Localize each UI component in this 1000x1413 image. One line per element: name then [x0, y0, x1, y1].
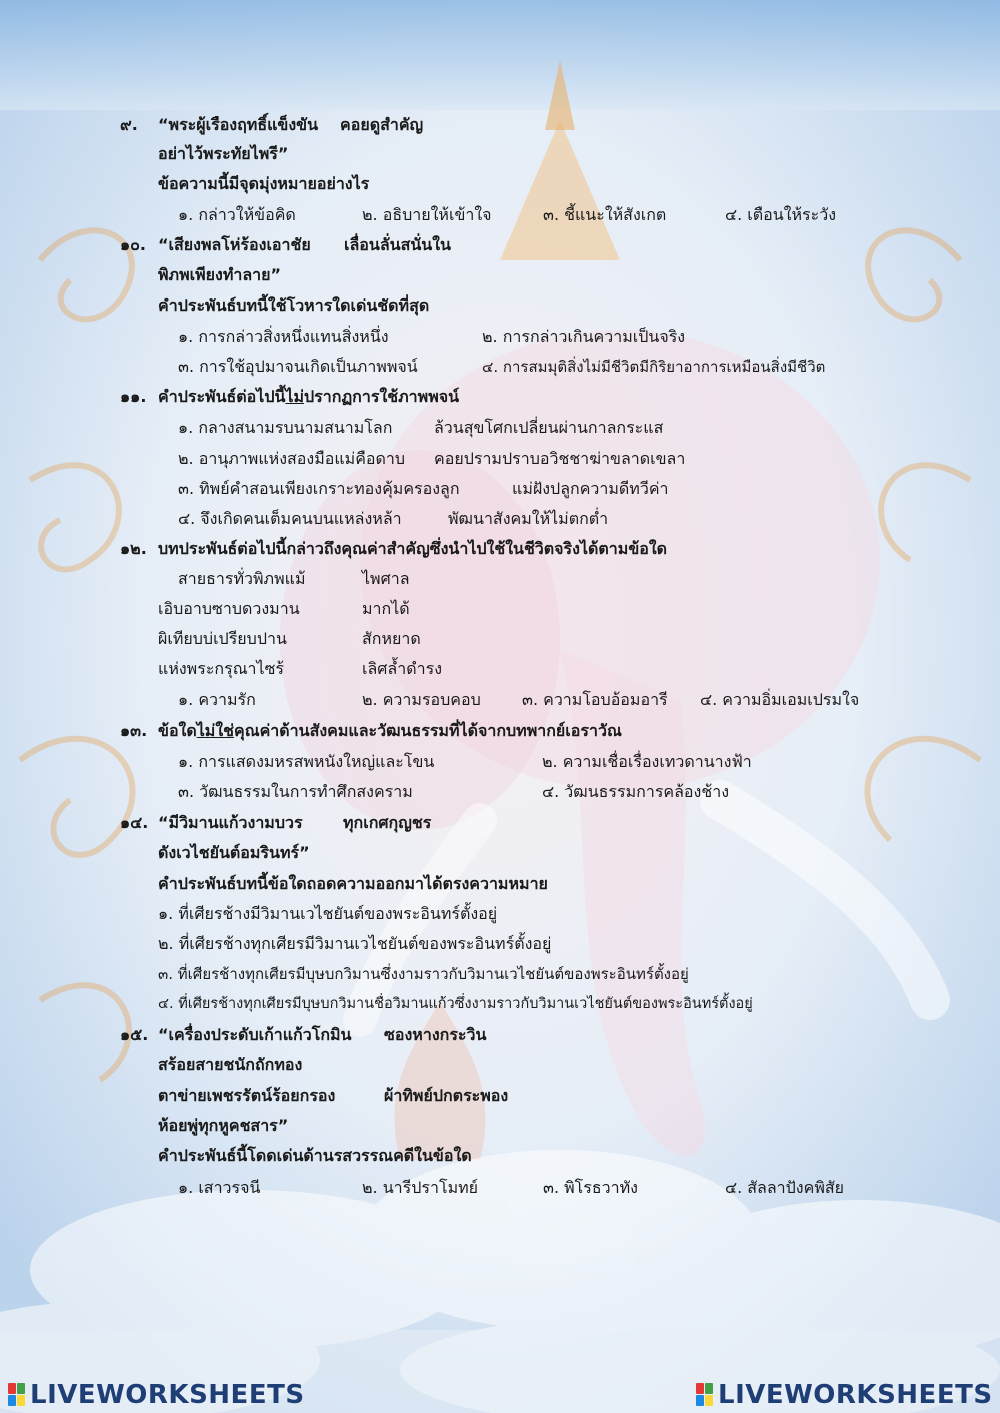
q10-option-4[interactable]: ๔. การสมมุติสิ่งไม่มีชีวิตมีกิริยาอาการเหมือนสิ่งมีชีวิต [482, 358, 826, 376]
footer-brand-left[interactable] [8, 1380, 305, 1410]
q10-option-3[interactable]: ๓. การใช้อุปมาจนเกิดเป็นภาพพจน์ [178, 357, 418, 376]
q15-option-3[interactable]: ๓. พิโรธวาทัง [543, 1178, 638, 1197]
q14-option-3[interactable]: ๓. ที่เศียรช้างทุกเศียรมีบุษบกวิมานซึ่งงามราวกับวิมานเวไชยันต์ของพระอินทร์ตั้งอยู่ [158, 965, 689, 983]
q10-number: ๑๐. [120, 235, 146, 254]
q9-verse-line1b: คอยดูสำคัญ [340, 115, 424, 134]
q11-option-1b: ล้วนสุขโศกเปลี่ยนผ่านกาลกระแส [434, 418, 664, 437]
q13-prompt [158, 720, 622, 742]
q9-option-2[interactable]: ๒. อธิบายให้เข้าใจ [362, 205, 492, 224]
q11-number: ๑๑. [120, 387, 147, 406]
q11-option-1a[interactable]: ๑. กลางสนามรบนามสนามโลก [178, 418, 393, 437]
q10-option-2[interactable]: ๒. การกล่าวเกินความเป็นจริง [482, 327, 686, 346]
q12-verse-4b: เลิศล้ำดำรง [362, 659, 442, 678]
q11-option-3b: แม่ฝังปลูกความดีทวีค่า [512, 479, 669, 498]
q11-prompt-b: ปรากฏการใช้ภาพพจน์ [304, 387, 460, 406]
q14-verse-line2: ดังเวไชยันต์อมรินทร์” [158, 843, 310, 862]
q14-verse-line1: “มีวิมานแก้วงามบวร [158, 813, 303, 832]
q13-option-4[interactable]: ๔. วัฒนธรรมการคล้องช้าง [542, 782, 730, 801]
q12-option-1[interactable]: ๑. ความรัก [178, 690, 256, 709]
q15-prompt: คำประพันธ์นี้โดดเด่นด้านรสวรรณคดีในข้อใด [158, 1146, 472, 1165]
q9-option-3[interactable]: ๓. ชี้แนะให้สังเกต [543, 205, 667, 224]
q14-number: ๑๔. [120, 813, 149, 832]
q12-option-3[interactable]: ๓. ความโอบอ้อมอารี [522, 690, 668, 709]
q9-option-1[interactable]: ๑. กล่าวให้ข้อคิด [178, 205, 296, 224]
q9-verse-line1: “พระผู้เรืองฤทธิ์แข็งขัน [158, 115, 319, 134]
q12-verse-2b: มากได้ [362, 599, 410, 618]
q10-option-1[interactable]: ๑. การกล่าวสิ่งหนึ่งแทนสิ่งหนึ่ง [178, 327, 389, 346]
q13-prompt-negation: ไม่ใช่ [196, 721, 235, 740]
q15-verse-line3b: ผ้าทิพย์ปกตระพอง [384, 1086, 509, 1105]
q12-verse-4a: แห่งพระกรุณาไซร้ [158, 659, 285, 678]
q15-option-1[interactable]: ๑. เสาวรจนี [178, 1178, 261, 1197]
q13-option-3[interactable]: ๓. วัฒนธรรมในการทำศึกสงคราม [178, 782, 413, 801]
q13-prompt-a: ข้อใด [158, 721, 197, 740]
q10-prompt: คำประพันธ์บทนี้ใช้โวหารใดเด่นชัดที่สุด [158, 296, 430, 315]
q12-verse-2a: เอิบอาบซาบดวงมาน [158, 599, 300, 618]
q13-prompt-b: คุณค่าด้านสังคมและวัฒนธรรมที่ได้จากบทพากย์เอราวัณ [234, 721, 622, 740]
liveworksheets-logo-icon [696, 1383, 714, 1407]
footer-brand-text-right: LIVEWORKSHEETS [718, 1380, 993, 1410]
q12-number: ๑๒. [120, 539, 147, 558]
q15-verse-line1: “เครื่องประดับเก้าแก้วโกมิน [158, 1025, 352, 1044]
q9-prompt: ข้อความนี้มีจุดมุ่งหมายอย่างไร [158, 174, 370, 193]
q10-verse-line2: พิภพเพียงทำลาย” [158, 265, 282, 284]
footer-brand-right[interactable] [696, 1380, 993, 1410]
q11-option-2a[interactable]: ๒. อานุภาพแห่งสองมือแม่คือดาบ [178, 449, 406, 468]
q15-verse-line3: ตาข่ายเพชรรัตน์ร้อยกรอง [158, 1086, 336, 1105]
footer-brand-text-left: LIVEWORKSHEETS [30, 1380, 305, 1410]
q10-verse-line1b: เลื่อนลั่นสนั่นใน [344, 235, 451, 254]
q15-number: ๑๕. [120, 1025, 149, 1044]
q11-option-3a[interactable]: ๓. ทิพย์คำสอนเพียงเกราะทองคุ้มครองลูก [178, 479, 460, 498]
q12-option-2[interactable]: ๒. ความรอบคอบ [362, 690, 481, 709]
q9-option-4[interactable]: ๔. เตือนให้ระวัง [725, 205, 837, 224]
q15-verse-line1b: ซองหางกระวิน [384, 1025, 487, 1044]
q13-number: ๑๓. [120, 721, 148, 740]
q13-option-2[interactable]: ๒. ความเชื่อเรื่องเทวดานางฟ้า [542, 752, 752, 771]
q11-prompt [158, 386, 459, 408]
q12-option-4[interactable]: ๔. ความอิ่มเอมเปรมใจ [700, 690, 860, 709]
q10-verse-line1: “เสียงพลโห่ร้องเอาชัย [158, 235, 311, 254]
q9-number: ๙. [120, 115, 138, 134]
q12-verse-3a: ผิเทียบบ่เปรียบปาน [158, 629, 287, 648]
q13-option-1[interactable]: ๑. การแสดงมหรสพหนังใหญ่และโขน [178, 752, 435, 771]
q14-option-4[interactable]: ๔. ที่เศียรช้างทุกเศียรมีบุษบกวิมานชื่อวิมานแก้วซึ่งงามราวกับวิมานเวไชยันต์ของพระอินทร์ตั้งอยู่ [158, 996, 753, 1012]
q11-prompt-a: คำประพันธ์ต่อไปนี้ [158, 387, 286, 406]
q15-option-2[interactable]: ๒. นารีปราโมทย์ [362, 1178, 479, 1197]
q15-verse-line4: ห้อยพู่ทุกหูคชสาร” [158, 1116, 289, 1135]
q14-option-2[interactable]: ๒. ที่เศียรช้างทุกเศียรมีวิมานเวไชยันต์ของพระอินทร์ตั้งอยู่ [158, 934, 552, 953]
q15-verse-line2: สร้อยสายชนักถักทอง [158, 1055, 303, 1074]
q12-verse-1b: ไพศาล [362, 569, 410, 588]
q12-verse-3b: สักหยาด [362, 629, 421, 648]
q9-verse-line2: อย่าไว้พระทัยไพรี” [158, 144, 289, 163]
q15-option-4[interactable]: ๔. สัลลาปังคพิสัย [725, 1178, 844, 1197]
q11-prompt-negation: ไม่ [285, 387, 305, 406]
q12-verse-1a: สายธารทั่วพิภพแม้ [178, 569, 306, 588]
q11-option-2b: คอยปรามปราบอวิชชาฆ่าขลาดเขลา [434, 449, 686, 468]
q11-option-4b: พัฒนาสังคมให้ไม่ตกต่ำ [448, 509, 609, 528]
q11-option-4a[interactable]: ๔. จึงเกิดคนเต็มคนบนแหล่งหล้า [178, 509, 402, 528]
q14-option-1[interactable]: ๑. ที่เศียรช้างมีวิมานเวไชยันต์ของพระอินทร์ตั้งอยู่ [158, 904, 498, 923]
liveworksheets-logo-icon [8, 1383, 26, 1407]
q14-prompt: คำประพันธ์บทนี้ข้อใดถอดความออกมาได้ตรงความหมาย [158, 874, 548, 893]
q12-prompt: บทประพันธ์ต่อไปนี้กล่าวถึงคุณค่าสำคัญซึ่งนำไปใช้ในชีวิตจริงได้ตามข้อใด [158, 539, 668, 558]
q14-verse-line1b: ทุกเกศกุญชร [343, 813, 432, 832]
